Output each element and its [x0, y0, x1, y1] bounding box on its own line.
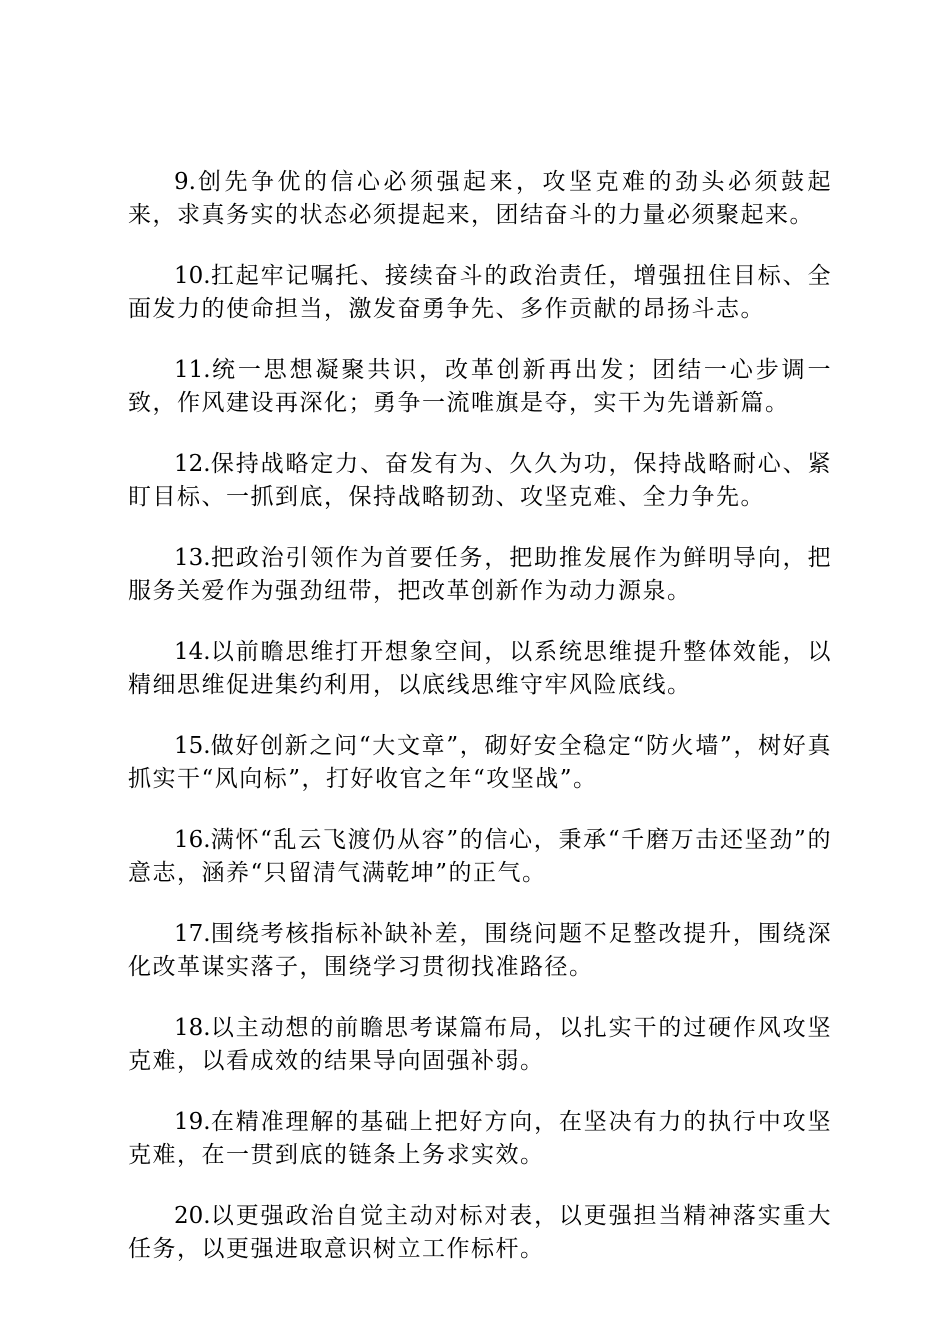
paragraph-number: 19. [174, 1109, 211, 1135]
paragraph-17 [128, 918, 832, 984]
paragraph-number: 9. [174, 169, 196, 195]
paragraph-9 [128, 166, 832, 232]
paragraph-11 [128, 354, 832, 420]
paragraph-number: 13. [174, 545, 211, 571]
paragraph-text: 统一思想凝聚共识，改革创新再出发；团结一心步调一致，作风建设再深化；勇争一流唯旗是夺，实干为先谱新篇。 [128, 357, 832, 416]
paragraph-10 [128, 260, 832, 326]
paragraph-text: 围绕考核指标补缺补差，围绕问题不足整改提升，围绕深化改革谋实落子，围绕学习贯彻找准路径。 [128, 921, 832, 980]
paragraph-text: 做好创新之问“大文章”，砌好安全稳定“防火墙”，树好真抓实干“风向标”，打好收官之年“攻坚战”。 [128, 733, 832, 792]
paragraph-number: 17. [174, 921, 211, 947]
paragraph-number: 14. [174, 639, 211, 665]
paragraph-12 [128, 448, 832, 514]
paragraph-15 [128, 730, 832, 796]
paragraph-text: 把政治引领作为首要任务，把助推发展作为鲜明导向，把服务关爱作为强劲纽带，把改革创新作为动力源泉。 [128, 545, 832, 604]
paragraph-text: 保持战略定力、奋发有为、久久为功，保持战略耐心、紧盯目标、一抓到底，保持战略韧劲、攻坚克难、全力争先。 [128, 451, 832, 510]
paragraph-number: 20. [174, 1203, 211, 1229]
paragraph-text: 创先争优的信心必须强起来，攻坚克难的劲头必须鼓起来，求真务实的状态必须提起来，团结奋斗的力量必须聚起来。 [128, 169, 832, 228]
paragraph-text: 以主动想的前瞻思考谋篇布局，以扎实干的过硬作风攻坚克难，以看成效的结果导向固强补弱。 [128, 1015, 832, 1074]
paragraph-19 [128, 1106, 832, 1172]
paragraph-number: 16. [174, 827, 211, 853]
paragraph-16 [128, 824, 832, 890]
paragraph-text: 满怀“乱云飞渡仍从容”的信心，秉承“千磨万击还坚劲”的意志，涵养“只留清气满乾坤”的正气。 [128, 827, 832, 886]
paragraph-13 [128, 542, 832, 608]
paragraph-number: 11. [174, 357, 211, 383]
paragraph-text: 在精准理解的基础上把好方向，在坚决有力的执行中攻坚克难，在一贯到底的链条上务求实效。 [128, 1109, 832, 1168]
paragraph-text: 以更强政治自觉主动对标对表，以更强担当精神落实重大任务，以更强进取意识树立工作标杆。 [128, 1203, 832, 1262]
paragraph-number: 12. [174, 451, 211, 477]
paragraph-text: 扛起牢记嘱托、接续奋斗的政治责任，增强扭住目标、全面发力的使命担当，激发奋勇争先、多作贡献的昂扬斗志。 [128, 263, 832, 322]
paragraph-number: 15. [174, 733, 211, 759]
paragraph-number: 18. [174, 1015, 211, 1041]
paragraph-20 [128, 1200, 832, 1266]
document-body [128, 166, 832, 1294]
paragraph-number: 10. [174, 263, 211, 289]
paragraph-14 [128, 636, 832, 702]
paragraph-18 [128, 1012, 832, 1078]
paragraph-text: 以前瞻思维打开想象空间，以系统思维提升整体效能，以精细思维促进集约利用，以底线思维守牢风险底线。 [128, 639, 832, 698]
